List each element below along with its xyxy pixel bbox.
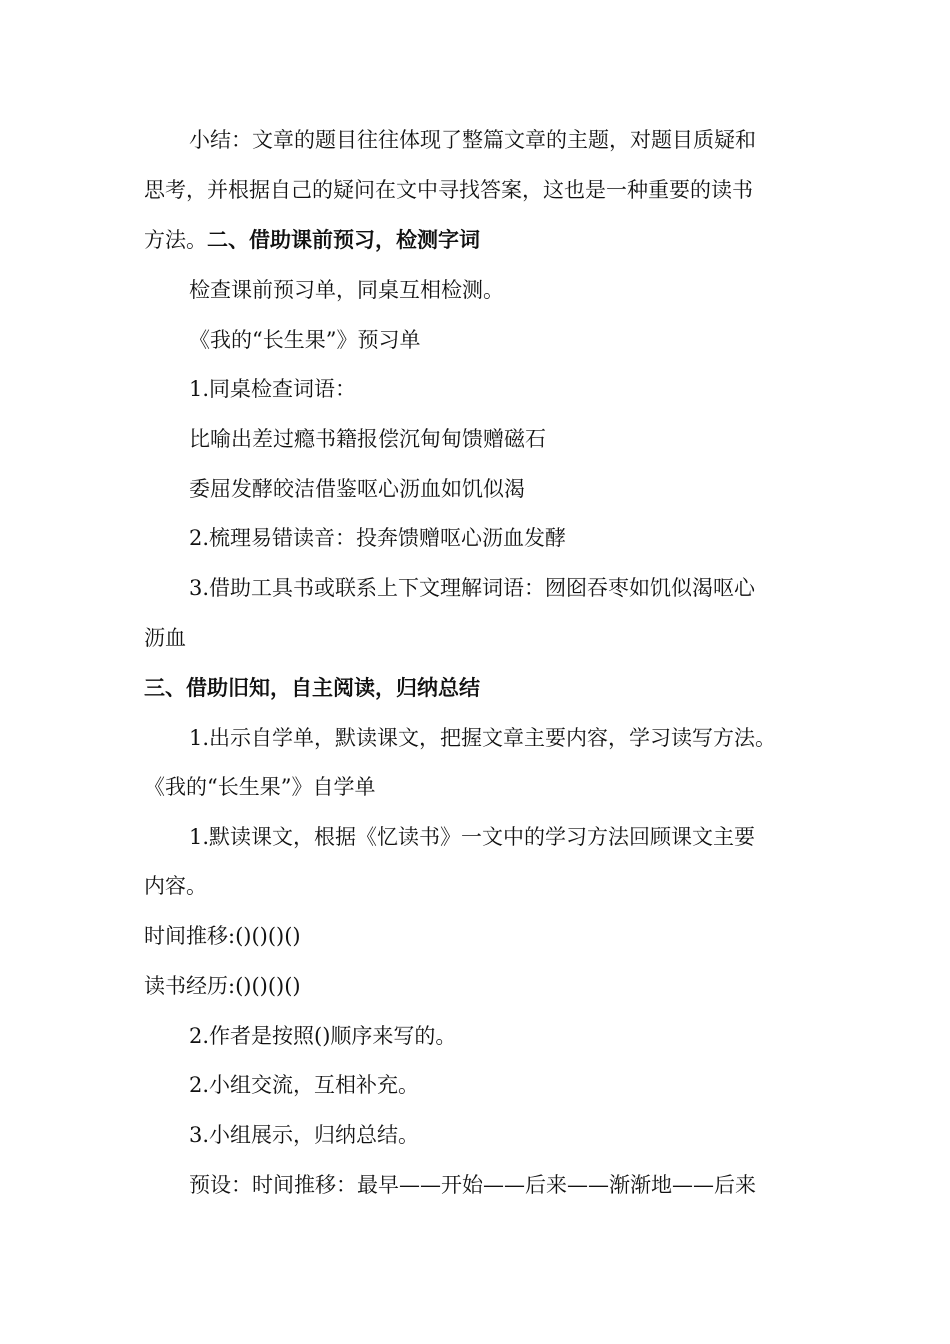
preview-item-2: 2.梳理易错读音：投奔馈赠呕心沥血发酵	[189, 526, 567, 550]
preview-item-1-title: 1.同桌检查词语：	[189, 377, 357, 401]
preview-words-row-2: 委屈发酵皎洁借鉴呕心沥血如饥似渴	[189, 477, 525, 501]
section-3-step-1: 1.出示自学单，默读课文，把握文章主要内容，学习读写方法。	[189, 726, 777, 750]
section-3-heading: 三、借助旧知，自主阅读，归纳总结	[144, 675, 480, 700]
preset-answer: 预设：时间推移：最早——开始——后来——渐渐地——后来	[189, 1173, 756, 1197]
summary-line-3	[144, 226, 480, 254]
preview-sheet-title: 《我的“长生果”》预习单	[189, 328, 421, 352]
reading-experience-line: 读书经历:()()()()	[144, 974, 301, 998]
self-study-q2: 2.作者是按照()顺序来写的。	[189, 1024, 457, 1048]
summary-line-2: 思考，并根据自己的疑问在文中寻找答案，这也是一种重要的读书	[144, 178, 753, 202]
self-study-q1-line-2: 内容。	[144, 874, 207, 898]
section-3-step-2: 2.小组交流，互相补充。	[189, 1073, 420, 1097]
preview-intro: 检查课前预习单，同桌互相检测。	[189, 278, 504, 302]
section-3-step-3: 3.小组展示，归纳总结。	[189, 1123, 420, 1147]
section-2-heading: 二、借助课前预习，检测字词	[207, 227, 480, 252]
summary-line-1: 小结：文章的题目往往体现了整篇文章的主题，对题目质疑和	[189, 128, 756, 152]
preview-item-3-line-2: 沥血	[144, 626, 186, 650]
self-study-sheet-title: 《我的“长生果”》自学单	[144, 775, 376, 799]
time-progression-line: 时间推移:()()()()	[144, 924, 301, 948]
preview-item-3-line-1: 3.借助工具书或联系上下文理解词语：囫囵吞枣如饥似渴呕心	[189, 576, 756, 600]
self-study-q1-line-1: 1.默读课文，根据《忆读书》一文中的学习方法回顾课文主要	[189, 825, 756, 849]
preview-words-row-1: 比喻出差过瘾书籍报偿沉甸甸馈赠磁石	[189, 427, 546, 451]
summary-line-3-prefix: 方法。	[144, 228, 207, 252]
